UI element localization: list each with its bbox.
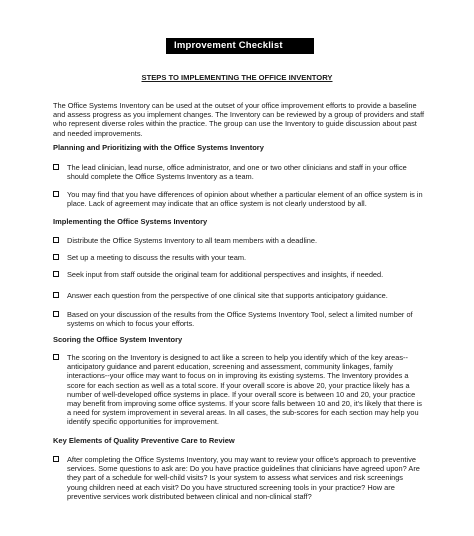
checklist-item-text: Based on your discussion of the results from the Office Systems Inventory Tool, select a limited number of systems on which to focus your efforts. xyxy=(67,310,413,329)
section-heading-planning: Planning and Prioritizing with the Office Systems Inventory xyxy=(53,143,264,152)
checkbox-icon[interactable] xyxy=(53,271,59,277)
checklist-item-text: After completing the Office Systems Inventory, you may want to review your office's approach to preventive services. Some questions to ask are: Do you have practice guidelines that clinicians have agreed upon? Are they part of a schedule for well-child visits? Is your system to assess what services and risk screenings young children need at each visit? Do you have structured screening tools in your practice? How are preventive services work distributed between clinical and non-clinical staff? xyxy=(67,455,420,501)
checklist-item xyxy=(53,236,425,245)
checklist-item-text: The scoring on the Inventory is designed to act like a screen to help you identify which of the key areas--anticipatory guidance and parent education, screening and assessment, community linkages, family interactions--your office may want to focus on in improving its existing systems. The Inventory provides a score for each section as well as a total score. If your overall score is above 20, your practice likely has a number of well-developed office systems in place. If your overall score is between 10 and 20, your practice may benefit from improving some office systems. If your score falls between 10 and 20, it's likely that there is a need for system improvement in several areas. In all cases, the sub-scores for each section may help you identify specific opportunities for improvement. xyxy=(67,353,422,427)
section-heading-implementing: Implementing the Office Systems Inventory xyxy=(53,217,208,226)
checkbox-icon[interactable] xyxy=(53,254,59,260)
checklist-item-text: Seek input from staff outside the original team for additional perspectives and insights, if needed. xyxy=(67,270,384,279)
checklist-item xyxy=(53,270,425,279)
section-heading-scoring: Scoring the Office System Inventory xyxy=(53,335,183,344)
checklist-item xyxy=(53,291,425,300)
document-title: Improvement Checklist xyxy=(166,38,314,54)
checkbox-icon[interactable] xyxy=(53,311,59,317)
checklist-item-text: Set up a meeting to discuss the results with your team. xyxy=(67,253,247,262)
checklist-item xyxy=(53,455,425,501)
checklist-item-text: Answer each question from the perspective of one clinical site that supports anticipatory guidance. xyxy=(67,291,388,300)
checkbox-icon[interactable] xyxy=(53,354,59,360)
checkbox-icon[interactable] xyxy=(53,237,59,243)
checklist-item-text: Distribute the Office Systems Inventory to all team members with a deadline. xyxy=(67,236,318,245)
checklist-item-text: You may find that you have differences of opinion about whether a particular element of an office system is in place. Lack of agreement may indicate that an office system is not clearly understood by all. xyxy=(67,190,423,209)
checklist-item xyxy=(53,253,425,262)
checklist-item-text: The lead clinician, lead nurse, office administrator, and one or two other clinicians and staff in your office should complete the Office Systems Inventory as a team. xyxy=(67,163,407,182)
checkbox-icon[interactable] xyxy=(53,456,59,462)
checkbox-icon[interactable] xyxy=(53,164,59,170)
intro-paragraph: The Office Systems Inventory can be used at the outset of your office improvement efforts to provide a baseline and assess progress as you implement changes. The Inventory can be reviewed by a group of providers and staff who represent diverse roles within the practice. The group can use the Inventory to guide discussion about past and needed improvements. xyxy=(53,101,425,138)
document-subtitle: STEPS TO IMPLEMENTING THE OFFICE INVENTORY xyxy=(141,73,333,82)
checklist-item xyxy=(53,190,425,208)
checklist-item xyxy=(53,353,425,427)
checkbox-icon[interactable] xyxy=(53,191,59,197)
checklist-item xyxy=(53,310,425,328)
checkbox-icon[interactable] xyxy=(53,292,59,298)
checklist-item xyxy=(53,163,425,181)
section-heading-key-elements: Key Elements of Quality Preventive Care to Review xyxy=(53,436,235,445)
